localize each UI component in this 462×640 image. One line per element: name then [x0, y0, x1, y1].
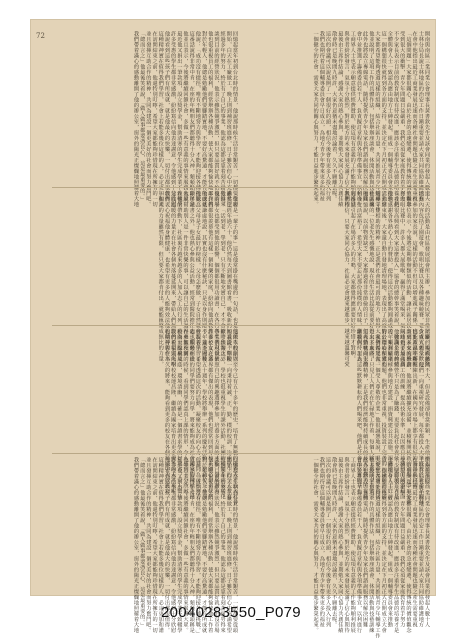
- text-column: 除了課業之外，學校也很重視學生的課外活動，社團的種類非常多樣化: [219, 329, 226, 500]
- text-column: 回憶起當年初到台北時的情景，他說那時候生活非常艱苦，一切都要從頭: [232, 31, 238, 207]
- text-column: 受到很大的衝擊，青少年問題日益嚴重，我們必須從家庭教育着手努力: [399, 31, 406, 202]
- text-column: 校長說，學校一向秉持着誠、正、勤、樸的校訓，注重學生的全人教育: [225, 329, 232, 500]
- text-column: 主辦單位表示，今後將定期舉辦類似的活動，讓社區居民有更多交流機會: [405, 191, 412, 367]
- page-number: 72: [36, 32, 45, 40]
- text-column: 這所學校創立至今已有五十多年的歷史，培育了無數的優秀人才投入社會: [232, 329, 238, 505]
- text-column: 「學習是一輩子的事」這是他常掛在嘴邊的一句話，也是他做人的原則: [232, 191, 238, 362]
- text-column: 這番話引起了在場許多人的共鳴，大家都覺得應該要好好珍惜才對啊。: [349, 191, 356, 362]
- text-column: 他的子女也都受到他的影響，個個都很用功讀書，在各行各業表現優異: [213, 191, 220, 362]
- text-column: 他並且表示，今後將繼續回饋社會，多做一些有意義的事情來服務大眾。: [182, 457, 189, 633]
- text-column: 許多受惠的學生都非常感激，紛紛寫信向他表達謝意，令他感到十分欣慰: [170, 457, 177, 633]
- text-column: 經過多年的努力，終於有了自己的事業，他認為這都是靠着刻苦耐勞得來: [219, 457, 226, 633]
- text-column: 散會時已是晚間九時許，大家仍意猶未盡地討論着，久久不願離去呢。: [331, 31, 338, 202]
- text-column: 「總而言之」他最後笑着說，「做人做事都要憑良心，這是最重要的。」: [139, 457, 146, 628]
- text-column: 「這個問題」大家都很關心，由於社會的急速變遷，使得傳統的價值觀念: [405, 457, 412, 633]
- text-column: 負責人表示，他們一向重視研究發展，每年都投入大筆經費於新產品開發: [417, 329, 424, 505]
- text-column: 此外也將設立專線電話，隨時提供青少年及家長們諮詢服務以解決困難: [362, 457, 369, 628]
- text-section-top-right: [252, 31, 430, 213]
- text-columns: [52, 31, 238, 210]
- text-column: 開始，白天在工廠做工，晚上則到補習班進修，日子雖苦但心中充滿希望: [225, 457, 232, 633]
- text-columns: [252, 191, 430, 367]
- text-columns: [68, 191, 238, 367]
- text-column: 這股溫暖的力量正在社會各個角落蔓延開來，帶給人們無限的希望與光明: [170, 191, 177, 367]
- text-column: 活動內容包括了園遊會、歌唱比賽以及各種趣味競賽，老少咸宜頗受歡迎: [417, 191, 424, 367]
- text-column: 這種精神實在值得我們學習，社會上若能多幾位這樣的人，必定更加和諧: [157, 31, 164, 207]
- text-column: 在參觀校園的時候，看到同學們認真上課的情形，令人感到十分欣慰。: [182, 329, 189, 500]
- text-column: 近年來該廠積極參與地方建設，捐資興建公共設施，深獲地方人士好評: [386, 329, 393, 500]
- text-column: 談到目前的經營狀況，他表示雖然競爭激烈，但只要品質好就不怕沒市場: [213, 31, 220, 207]
- text-column: 校長表示，希望透過這次的活動，凝聚校友的向心力，共同為母校努力: [194, 329, 201, 500]
- text-column: 對於年輕人，他總是勉勵他們要腳踏實地，不要好高騖遠，才能有所成就: [201, 457, 208, 633]
- text-column: 一位參加的家長說，這樣的活動不但可以增進親子關係，也能敦親睦鄰呢: [411, 191, 418, 367]
- text-column: 這次的會議可以說是開了一個很好的頭，相信今後會有更多人投入行列: [325, 31, 331, 202]
- text-column: 他總是謙虛地說，其實也沒有什麼秘訣，只是以身作則罷了，並不困難: [201, 191, 208, 362]
- text-column: 最後由主席作結論，感謝大家的熱心參與，並期勉大家同心協力共創佳績: [337, 31, 344, 207]
- text-column: 他說看到這些孩子們有所成就，就是他最大的快樂，一切付出都很值得。: [163, 457, 170, 633]
- text-column: 不少家長表示目前的教育制度有待改進，應該多注重學生品德的培養才是: [393, 31, 400, 207]
- text-column: 我們祝福這所學校校運昌隆，繼續為國家培育出更多優秀的人才來呢。: [170, 329, 177, 500]
- text-column: 他也感謝各界熱心人士的贊助，使得這次活動能夠圓滿成功，順利結束。: [386, 191, 393, 367]
- text-column: 在歌唱比賽中，許多人都大展歌喉，贏得了滿堂喝采，氣氛達到了最高潮: [399, 191, 406, 367]
- text-column: 他也很重視員工的福利，經常舉辦各種活動，使大家都能夠愉快地工作着: [207, 31, 214, 207]
- text-column: 這種勤奮向上的精神，正是我們經濟能夠持續成長的最大原動力所在啊: [362, 329, 369, 500]
- text-column: 我們也期待着這個輔導委員會早日成立，為地方青少年帶來更多的福祉: [318, 31, 325, 202]
- text-column: 士林分局長說士林地區的治安工作日漸重要並請大家共同協助維護地方: [417, 457, 424, 628]
- text-column: 開南與南區三業同業公會理事長黃書欽先生及該會同業的發起人數十人: [424, 457, 430, 628]
- text-column: 他說：「成功沒有捷徑，唯有不斷地努力與學習，才能夠迎接各種挑戰。」: [194, 457, 201, 636]
- text-column: 與會者紛紛發言，氣氛十分熱烈，對於地方的未來發展充滿了信心與期待: [343, 457, 350, 633]
- text-column: 此外也將設立專線電話，隨時提供青少年及家長們諮詢服務以解決困難: [362, 31, 369, 202]
- text-column: 「我們很高興看到大家這麼投入」協會的總幹事笑着說，一臉滿足的神情: [393, 191, 400, 367]
- text-column: 他說看到這些孩子們有所成就，就是他最大的快樂，一切付出都很值得。: [163, 31, 170, 207]
- text-column: 我們相信，只要大家同心協力，社區必定會越來越進步，越來越溫馨可愛: [343, 191, 350, 367]
- section-divider-2: [52, 325, 430, 326]
- text-column: 社區裏的一位老先生感慨地說，現在的生活比起從前要好得太多太多了: [368, 191, 375, 362]
- text-column: 這種守望相助的精神，正是我們社會最可貴的地方，值得大家發揚光大。: [374, 191, 381, 367]
- text-column: 也期待着在不久的將來，能夠看到更多的校友在各個領域中大放異彩。: [163, 329, 170, 500]
- text-column: 這次的會議可以說是開了一個很好的頭，相信今後會有更多人投入行列: [325, 457, 331, 628]
- text-column: 我們帶着滿心的感動離開了他的辦公室，窗外的陽光正燦爛地照耀着大地: [133, 31, 139, 207]
- text-columns: [252, 457, 430, 639]
- text-column: 工商界人士也表示願意提供經費贊助，使這項有意義的工作能夠順利推展: [349, 31, 356, 207]
- text-column: 走出工廠時，只見工人們正在忙碌地工作着，每個人臉上都洋溢着笑容: [368, 329, 375, 500]
- text-column: 「我們希望做一個受人尊敬的企業」他很誠懇地說，眼神中充滿了自信: [374, 329, 381, 500]
- text-section-middle-right: [252, 191, 430, 367]
- text-column: 這番話說得非常中肯，在座的年輕朋友們都聽得十分入神，頻頻點頭稱是: [188, 31, 195, 207]
- text-column: 我們帶着滿心的感動離開了他的辦公室，窗外的陽光正燦爛地照耀着大地: [133, 457, 139, 633]
- text-column: 他說幫助別人是一件非常快樂的事，可以讓自己的生活過得更加充實。: [182, 191, 189, 362]
- text-column: 會中並推選了籌備委員若干人，負責擬訂章程與各項準備事宜，以利進行: [355, 31, 362, 207]
- text-column: 全體與會人士一致認為應由地方士紳發起，組成一個輔導委員會來推動: [386, 31, 393, 202]
- text-column: 並且發揮互助合作的精神，共同為建設一個更美好的社會而努力奮鬥吧。: [145, 31, 152, 207]
- text-column: 最後由主席作結論，感謝大家的熱心參與，並期勉大家同心協力共創佳績: [337, 457, 344, 633]
- text-column: 在會中他指出最近工商業發展迅速而各種社會問題也隨之產生需要重視: [411, 31, 418, 202]
- text-column: 這一個構想很快就得到各方面的支持，並決定在下月初正式召開成立大會: [380, 457, 387, 633]
- text-column: 並且發揮互助合作的精神，共同為建設一個更美好的社會而努力奮鬥吧。: [145, 457, 152, 633]
- text-column: 在他的帶動下，社區裏有越來越多的人加入志工的行列，蔚為一股風氣: [176, 191, 183, 362]
- text-column: 如今生活富裕了，希望大家不要忘記那份純樸的人情味，繼續保持下去。: [355, 191, 362, 367]
- text-column: 他也期勉在校的同學們要努力向學，將來能夠成為社會國家的棟樑之材: [188, 329, 195, 500]
- text-column: 「這個問題」大家都很關心，由於社會的急速變遷，使得傳統的價值觀念: [405, 31, 412, 207]
- text-column: 在會中他指出最近工商業發展迅速而各種社會問題也隨之產生需要重視: [411, 457, 418, 628]
- text-column: 讓我們一起為這些默默耕耘的人們喝采吧，他們是社會最堅實的基石。: [355, 329, 362, 500]
- text-column: 不少家長表示目前的教育制度有待改進，應該多注重學生品德的培養才是: [393, 457, 400, 633]
- text-column: 他認為父母是子女最好的榜樣，父母怎麼做，子女自然就會跟着學習了: [194, 191, 201, 362]
- text-column: 受到很大的衝擊，青少年問題日益嚴重，我們必須從家庭教育着手努力: [399, 457, 406, 628]
- text-column: 鄰居們都很羨慕他有這樣一個和樂的家庭，紛紛向他請教教養子女之道: [207, 191, 214, 362]
- text-column: 一個健全的社會，需要大家共同的關心與努力，才能日益進步繁榮起來。: [312, 31, 319, 207]
- text-column: 他並說明了這項工作的具體作法，包括舉辦座談會、休閒活動與技藝訓練: [368, 457, 375, 633]
- text-column: 對於年輕人，他總是勉勵他們要腳踏實地，不要好高騖遠，才能有所成就: [201, 31, 208, 207]
- text-column: 談到未來的計劃，他說將繼續擴充設備，並積極開拓新的市場，爭取外銷: [405, 329, 412, 505]
- text-column: 同時也要加強員工的訓練，提高技術水準，以因應日益激烈的競爭局面: [399, 329, 406, 500]
- text-column: 他並說明了這項工作的具體作法，包括舉辦座談會、休閒活動與技藝訓練: [368, 31, 375, 207]
- text-column: 士林分局長說士林地區的治安工作日漸重要並請大家共同協助維護地方: [417, 31, 424, 202]
- text-column: 他也很重視員工的福利，經常舉辦各種活動，使大家都能夠愉快地工作着: [207, 457, 214, 633]
- text-column: 我們也期待着這個輔導委員會早日成立，為地方青少年帶來更多的福祉: [318, 457, 325, 628]
- text-column: 這一天的活動是由社區發展協會所主辦，參加的民眾非常踴躍，場面熱鬧: [424, 191, 430, 367]
- text-column: 散會時已是晚間九時許，大家仍意猶未盡地討論着，久久不願離去呢。: [331, 457, 338, 628]
- section-divider-1: [52, 187, 430, 188]
- text-column: 許多校友在各界都有傑出的表現，他們也經常回到母校來關心學弟妹們: [207, 329, 214, 500]
- text-column: 這種精神實在值得我們學習，社會上若能多幾位這樣的人，必定更加和諧: [157, 457, 164, 633]
- text-column: 校園裏綠樹成蔭，環境清幽，的確是一個讀書求學的好地方，令人嚮往: [176, 329, 183, 500]
- text-column: 我們衷心祝福他身體健康，也希望有更多的人能夠效法他的精神與作為。: [163, 191, 170, 367]
- text-column: 學生們可以依照自己的興趣選擇參加，培養多方面的才能，發展潛力: [213, 329, 220, 494]
- text-column: 雖然已經年過六十，他仍然每天到圖書館看書，吸收新的知識從不間斷: [225, 191, 232, 362]
- text-column: 這番話說得非常中肯，在座的年輕朋友們都聽得十分入神，頻頻點頭稱是: [188, 457, 195, 633]
- text-column: 「總而言之」他最後笑着說，「做人做事都要憑良心，這是最重要的。」: [139, 31, 146, 202]
- text-column: 大家都希望能夠透過這樣的組織，結合社區力量，共同推展青少年輔導工作: [374, 31, 381, 213]
- text-section-middle-left: [68, 191, 238, 367]
- text-section-bottom-right: [252, 457, 430, 639]
- text-column: 全體與會人士一致認為應由地方士紳發起，組成一個輔導委員會來推動: [386, 457, 393, 628]
- text-column: 活動結束後，大家還自動自發地清理場地，表現出了高度的公德心和愛心: [380, 191, 387, 367]
- text-column: 這一個構想很快就得到各方面的支持，並決定在下月初正式召開成立大會: [380, 31, 387, 207]
- text-column: 在訪問結束之前，他還特別叮嚀，希望大家都能夠珍惜現在所擁有的一切: [151, 31, 158, 207]
- text-section-lower-left: [68, 329, 238, 505]
- text-columns: [68, 329, 238, 505]
- text-column: 在訪問結束之前，他還特別叮嚀，希望大家都能夠珍惜現在所擁有的一切: [151, 457, 158, 633]
- text-column: 他說：「成功沒有捷徑，唯有不斷地努力與學習，才能夠迎接各種挑戰。」: [194, 31, 201, 210]
- text-column: 開南與南區三業同業公會理事長黃書欽先生及該會同業的發起人數十人: [424, 31, 430, 202]
- text-column: 因此產品不斷推陳出新，在國內外市場上都享有很好的聲譽與口碑。: [411, 329, 418, 494]
- text-column: 他回憶說，以前物資缺乏，大家都過着非常節儉的日子，但人情味卻很濃: [362, 191, 369, 367]
- text-column: 一個健全的社會，需要大家共同的關心與努力，才能日益進步繁榮起來。: [312, 457, 319, 633]
- text-column: 除了讀書之外，他也熱心參與公益活動，經常到醫院擔任志工服務病患: [188, 191, 195, 362]
- text-section-top-left: [52, 31, 238, 210]
- text-column: 許多受惠的學生都非常感激，紛紛寫信向他表達謝意，令他感到十分欣慰: [170, 31, 177, 207]
- text-column: 對於環境保護問題，他們也非常重視，投資裝設了完善的污染防治設備: [380, 329, 387, 500]
- section-divider-3: [52, 453, 430, 454]
- text-column: 工廠的規模雖然不大，但是設備卻相當新穎，生產效率也非常的高: [424, 329, 430, 489]
- text-column: 他強調企業的經營不只是為了賺錢，更要負起社會責任，回饋地方才是: [393, 329, 400, 500]
- text-section-lower-right: [252, 329, 430, 505]
- text-columns: [252, 329, 430, 505]
- text-column: 與會者紛紛發言，氣氛十分熱烈，對於地方的未來發展充滿了信心與期待: [343, 31, 350, 207]
- text-column: 他說：「活到老，學到老，只有不斷地充實自己，才不會被時代淘汰。」: [219, 191, 226, 365]
- text-columns: [252, 31, 430, 213]
- text-column: 經過多年的努力，終於有了自己的事業，他認為這都是靠着刻苦耐勞得來: [219, 31, 226, 207]
- text-column: 最近他又捐出一筆款項，設立獎學金，幫助清寒的學生完成學業不致輟學: [176, 31, 183, 207]
- text-column: 他並且表示，今後將繼續回饋社會，多做一些有意義的事情來服務大眾。: [182, 31, 189, 207]
- text-column: 最近他又捐出一筆款項，設立獎學金，幫助清寒的學生完成學業不致輟學: [176, 457, 183, 633]
- text-column: 回憶起當年初到台北時的情景，他說那時候生活非常艱苦，一切都要從頭: [232, 457, 238, 633]
- archive-id-caption: 20040283550_P079: [161, 604, 301, 621]
- text-column: 開始，白天在工廠做工，晚上則到補習班進修，日子雖苦但心中充滿希望: [225, 31, 232, 207]
- text-column: 一個人的力量雖然有限，但只要大家都肯付出，就能匯聚成無比的力量。: [157, 191, 164, 367]
- text-column: 工商界人士也表示願意提供經費贊助，使這項有意義的工作能夠順利推展: [349, 457, 356, 633]
- text-column: 今年適逢建校五十週年，學校將舉辦一系列的慶祝活動，邀請校友參加: [201, 329, 208, 500]
- text-column: 大家都希望能夠透過這樣的組織，結合社區力量，共同推展青少年輔導工作: [374, 457, 381, 639]
- text-column: 會中並推選了籌備委員若干人，負責擬訂章程與各項準備事宜，以利進行: [355, 457, 362, 633]
- text-column: 談到目前的經營狀況，他表示雖然競爭激烈，但只要品質好就不怕沒市場: [213, 457, 220, 633]
